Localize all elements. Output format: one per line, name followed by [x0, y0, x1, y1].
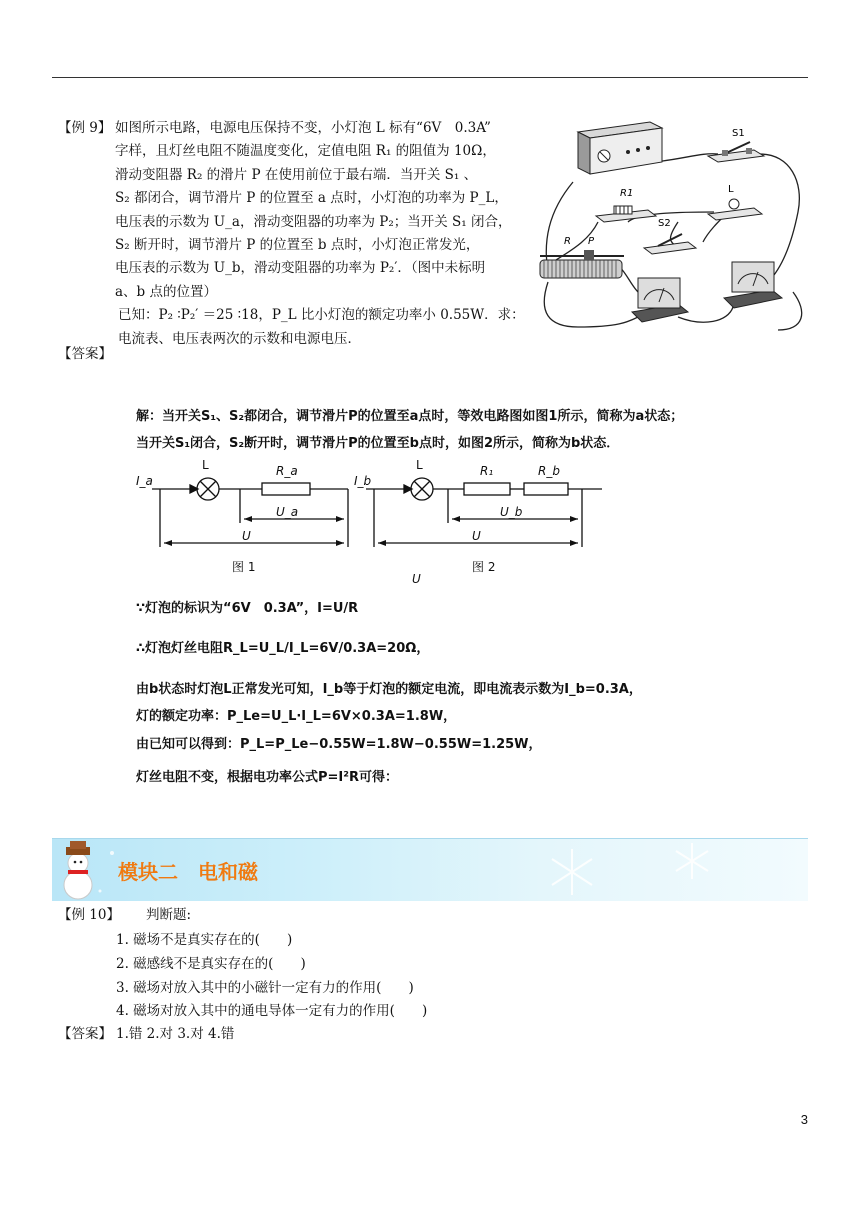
fig2-resistor2-label: R_b [538, 464, 560, 478]
circuit-apparatus-figure [528, 112, 814, 338]
lamp-l [708, 184, 762, 220]
question-line: 电压表的示数为 U_a，滑动变阻器的功率为 P₂；当开关 S₁ 闭合， [115, 213, 512, 230]
label-r1: R1 [620, 188, 634, 199]
label-p: P [588, 236, 595, 247]
resistor-r1 [596, 188, 656, 222]
solution-step: 灯丝电阻不变，根据电功率公式P=I²R可得： [136, 770, 398, 785]
solution-step: ∵灯泡的标识为“6V 0.3A”，I=U/R [136, 601, 359, 616]
judgement-item: 2. 磁感线不是真实存在的( ) [116, 956, 306, 972]
question-line: S₂ 断开时，调节滑片 P 的位置至 b 点时，小灯泡正常发光， [115, 237, 480, 254]
switch-s2 [644, 218, 696, 254]
voltmeter [632, 278, 688, 322]
label-l: L [728, 184, 734, 195]
label-r: R [564, 236, 571, 247]
solution-step: 由已知可以得到：P_L=P_Le−0.55W=1.8W−0.55W=1.25W， [136, 737, 542, 752]
label-s2: S2 [658, 218, 671, 229]
example9-question [115, 117, 525, 351]
example10-prompt: 判断题: [146, 907, 192, 923]
fig2-caption: 图 2 [472, 560, 496, 574]
fig1-caption: 图 1 [232, 560, 256, 574]
judgement-item: 4. 磁场对放入其中的通电导体一定有力的作用( ) [116, 1003, 428, 1019]
given-line: 电流表、电压表两次的示数和电源电压． [118, 330, 361, 347]
judgement-item: 1. 磁场不是真实存在的( ) [116, 932, 293, 948]
power-supply [578, 122, 662, 174]
example9-answer-tag: 【答案】 [58, 346, 112, 362]
question-line: 电压表的示数为 U_b，滑动变阻器的功率为 P₂′．（图中未标明 [115, 260, 486, 277]
solution-step: 由b状态时灯泡L正常发光可知，I_b等于灯泡的额定电流，即电流表示数为I_b=0.3A， [136, 682, 642, 697]
snowman-icon [64, 841, 92, 899]
module-title: 模块二 电和磁 [118, 860, 258, 884]
fig1-partial-voltage-label: U_a [276, 505, 299, 519]
fig2-partial-voltage-label: U_b [500, 505, 523, 519]
solution-step: ∴灯泡灯丝电阻R_L=U_L/I_L=6V/0.3A=20Ω， [136, 641, 430, 656]
fig2-current-label: I_b [354, 474, 372, 488]
fig1-lamp-label: L [202, 458, 209, 472]
question-line: S₂ 都闭合，调节滑片 P 的位置至 a 点时，小灯泡的功率为 P_L， [115, 190, 508, 207]
question-line: a、b 点的位置） [115, 283, 217, 300]
fig2-lamp-label: L [416, 458, 423, 472]
snowflake-icon [552, 843, 708, 895]
switch-s1 [708, 128, 764, 162]
label-s1: S1 [732, 128, 745, 139]
stray-u-label: U [412, 572, 421, 586]
header-rule [52, 77, 808, 78]
fig2-resistor1-label: R₁ [480, 464, 494, 478]
fig2-total-voltage-label: U [472, 529, 481, 543]
ammeter [724, 262, 782, 308]
question-line: 如图所示电路，电源电压保持不变，小灯泡 L 标有“6V 0.3A” [115, 120, 491, 136]
example10-tag: 【例 10】 [58, 907, 120, 923]
solution-line: 当开关S₁闭合，S₂断开时，调节滑片P的位置至b点时，如图2所示，简称为b状态． [136, 436, 620, 451]
example10-answer-tag: 【答案】 [58, 1026, 112, 1042]
solution-step: 灯的额定功率：P_Le=U_L·I_L=6V×0.3A=1.8W， [136, 709, 457, 724]
equivalent-circuits [130, 455, 610, 587]
example9-tag: 【例 9】 [58, 120, 112, 136]
example10-answer: 1.错 2.对 3.对 4.错 [116, 1026, 235, 1042]
question-line: 滑动变阻器 R₂ 的滑片 P 在使用前位于最右端．当开关 S₁ 、 [115, 166, 478, 183]
given-line: 已知：P₂ ∶P₂′ ＝25 ∶18，P_L 比小灯泡的额定功率小 0.55W．求： [118, 307, 525, 324]
judgement-item: 3. 磁场对放入其中的小磁针一定有力的作用( ) [116, 980, 414, 996]
fig1-resistor-label: R_a [276, 464, 298, 478]
question-line: 字样，且灯丝电阻不随温度变化，定值电阻 R₁ 的阻值为 10Ω， [115, 143, 496, 160]
fig1-current-label: I_a [136, 474, 153, 488]
solution-line: 解：当开关S₁、S₂都闭合，调节滑片P的位置至a点时，等效电路图如图1所示，简称为a状态； [136, 409, 684, 424]
fig1-total-voltage-label: U [242, 529, 251, 543]
page-number: 3 [800, 1112, 808, 1127]
